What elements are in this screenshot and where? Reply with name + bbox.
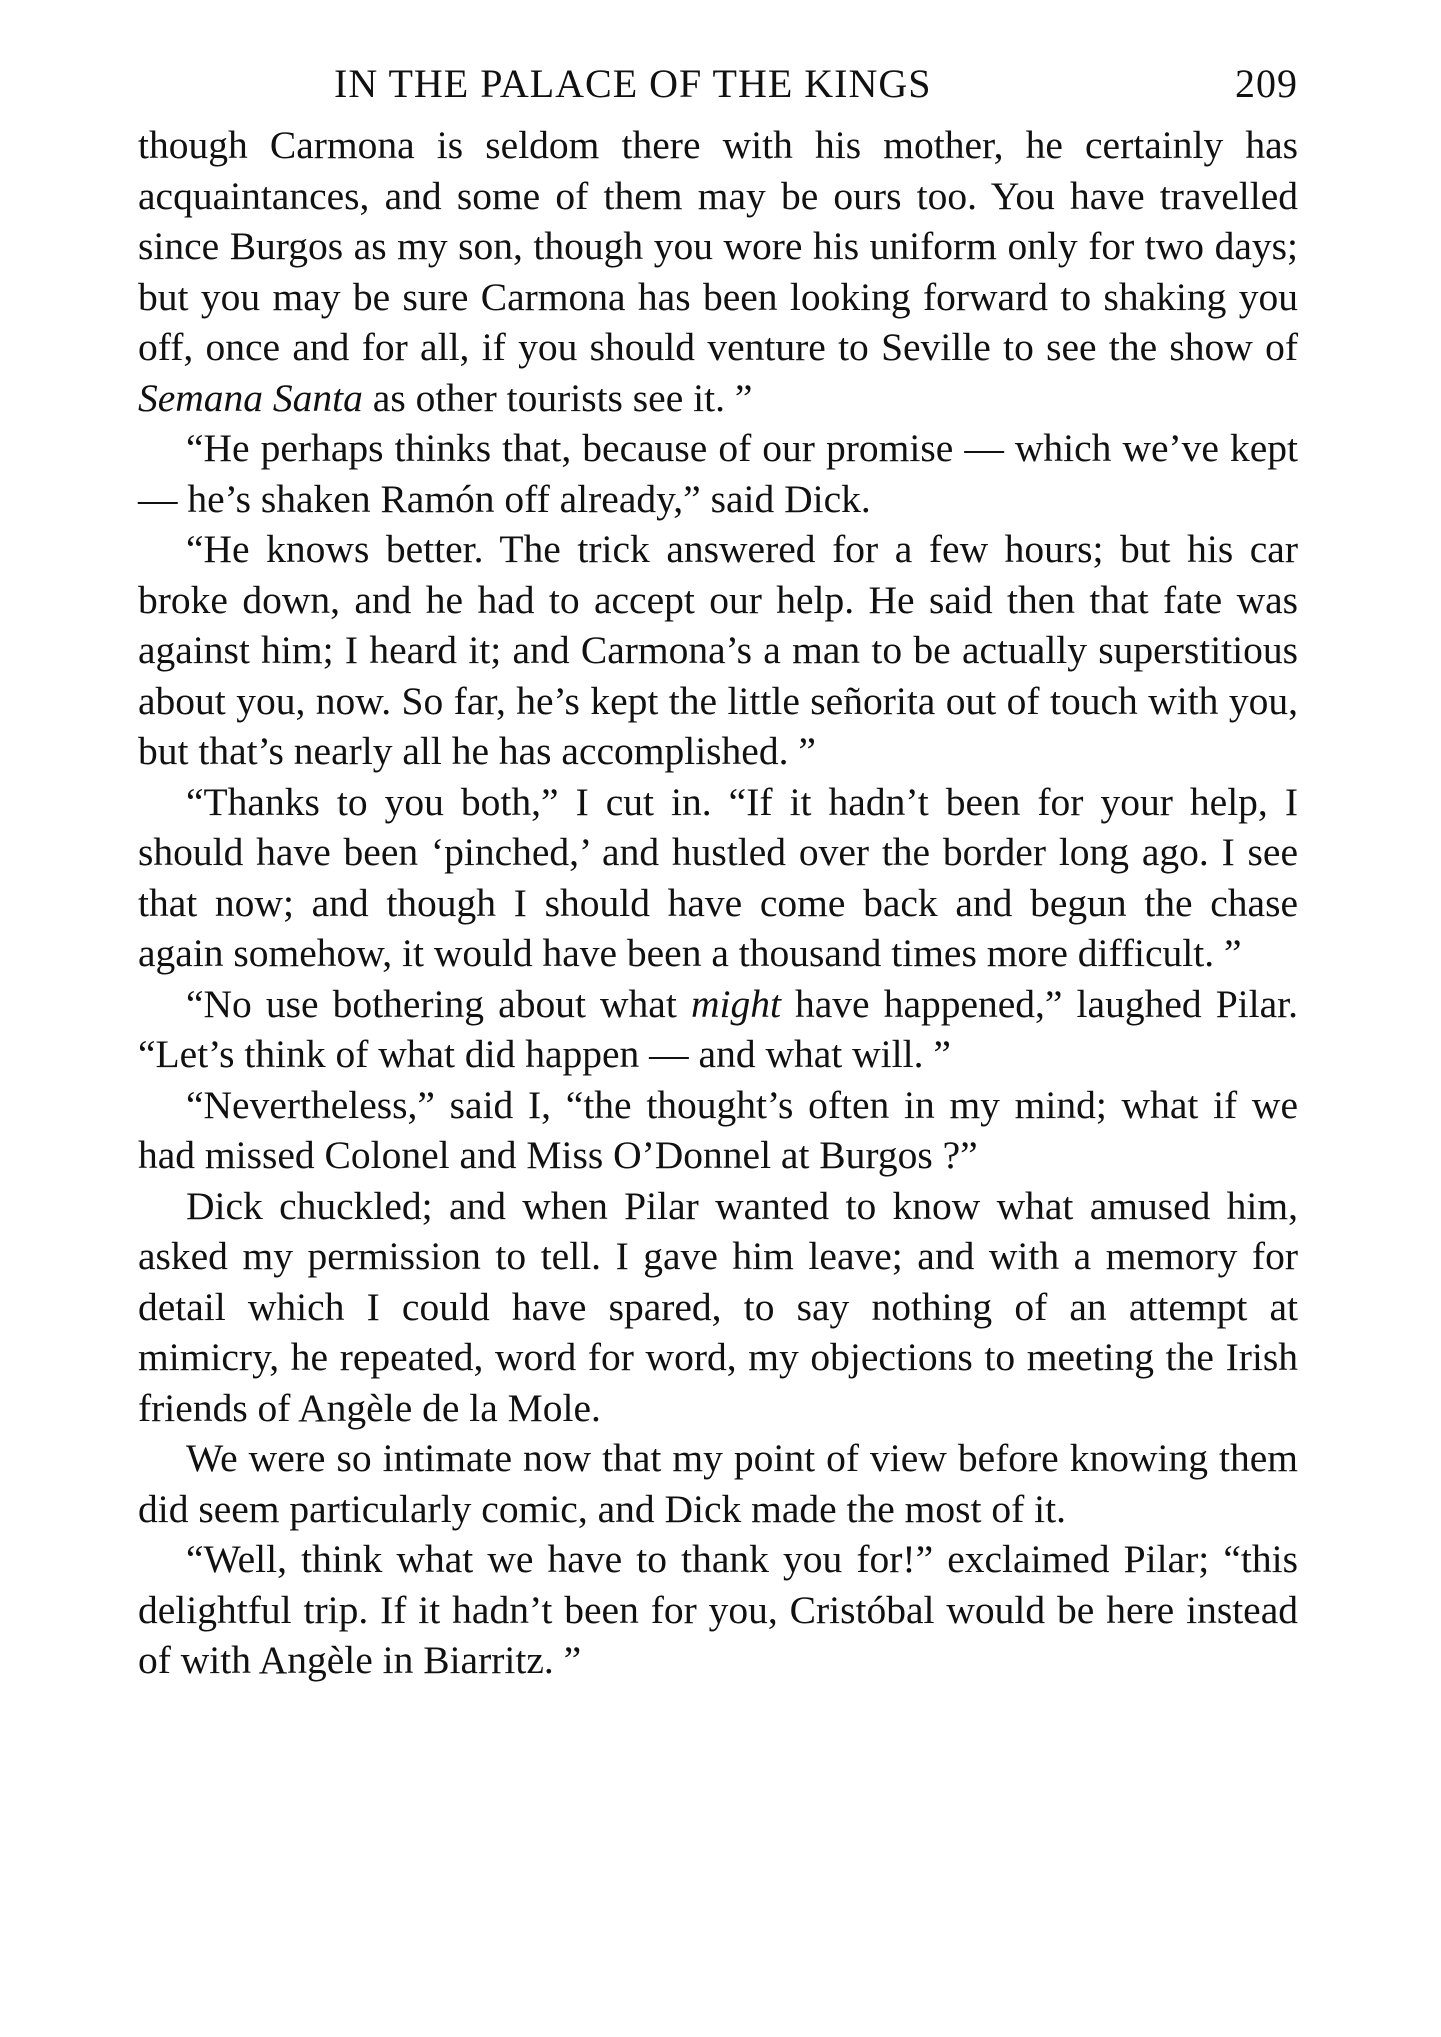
paragraph [138, 524, 1298, 777]
text-span: “No use bothering about what [186, 981, 691, 1026]
text-span: “He perhaps thinks that, because of our promise — which we’ve kept — he’s shaken Ramón off already,” said Dick. [138, 426, 1298, 521]
paragraph [138, 777, 1298, 979]
running-head-title: IN THE PALACE OF THE KINGS [334, 61, 932, 106]
text-span: We were so intimate now that my point of view before knowing them did seem particularly comic, and Dick made the most of it. [138, 1436, 1298, 1531]
italic-text: might [690, 981, 781, 1026]
paragraph [138, 1080, 1298, 1181]
text-span: “He knows better. The trick answered for a few hours; but his car broke down, and he had to accept our help. He said then that fate was against him; I heard it; and Carmona’s a man to be actually superstitious about you, now. So far, he’s kept the little señorita out of touch with you, but that’s nearly all he has accomplished. ” [138, 527, 1298, 773]
italic-text: Semana Santa [138, 375, 363, 420]
page-number: 209 [1235, 61, 1298, 106]
text-span: “Well, think what we have to thank you for!” exclaimed Pilar; “this delightful trip. If it hadn’t been for you, Cristóbal would be here instead of with Angèle in Biarritz. ” [138, 1537, 1298, 1682]
text-span: have happened,” laughed Pilar. “Let’s think of what did happen — and what will. ” [138, 981, 1299, 1076]
text-span: “Nevertheless,” said I, “the thought’s often in my mind; what if we had missed Colonel and Miss O’Donnel at Burgos ?” [138, 1082, 1298, 1177]
running-head [138, 60, 1298, 120]
text-span: as other tourists see it. ” [362, 375, 753, 420]
paragraph [138, 1181, 1298, 1434]
paragraph [138, 979, 1298, 1080]
paragraph [138, 1433, 1298, 1534]
paragraph [138, 120, 1298, 423]
text-span: though Carmona is seldom there with his mother, he certainly has acquaintances, and some of them may be ours too. You have travelled since Burgos as my son, though you wore his uniform only for two days; but you may be sure Carmona has been looking forward to shaking you off, once and for all, if you should venture to Seville to see the show of [138, 123, 1298, 369]
book-page [138, 60, 1298, 1686]
text-span: Dick chuckled; and when Pilar wanted to know what amused him, asked my permission to tell. I gave him leave; and with a memory for detail which I could have spared, to say nothing of an attempt at mimicry, he repeated, word for word, my objections to meeting the Irish friends of Angèle de la Mole. [138, 1183, 1298, 1430]
body-text [138, 120, 1298, 1686]
paragraph [138, 423, 1298, 524]
paragraph [138, 1534, 1298, 1686]
text-span: “Thanks to you both,” I cut in. “If it hadn’t been for your help, I should have been ‘pinched,’ and hustled over the border long ago. I see that now; and though I should have come back and begun the chase again somehow, it would have been a thousand times more difficult. ” [138, 779, 1298, 975]
